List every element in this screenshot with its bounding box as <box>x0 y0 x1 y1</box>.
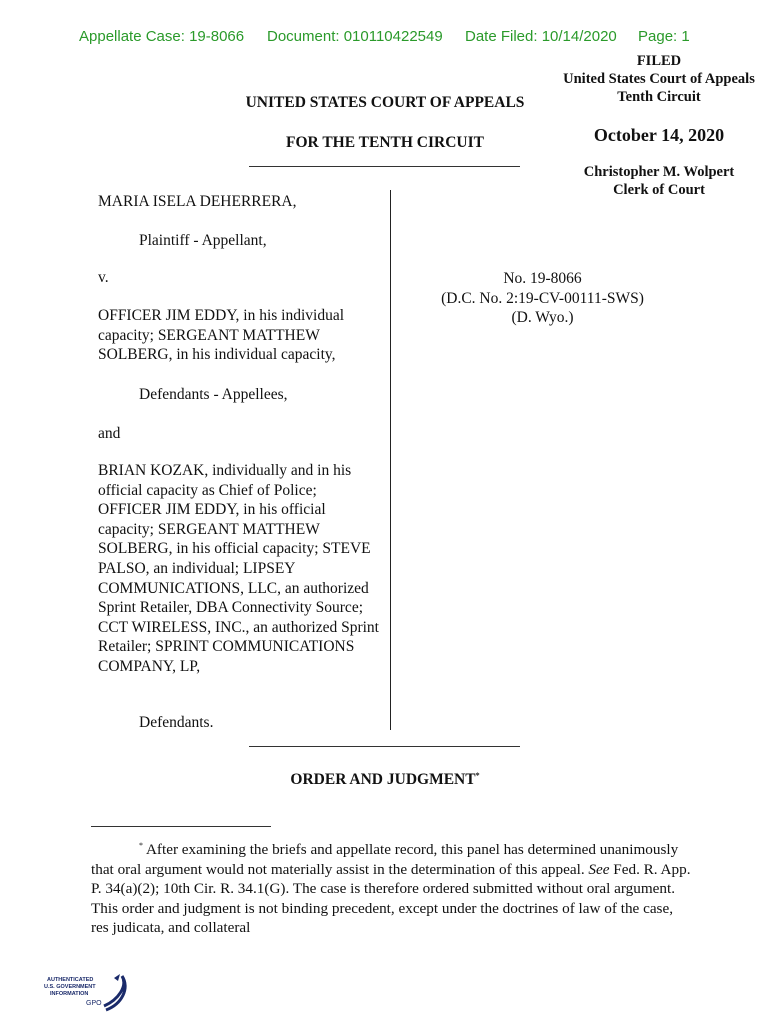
conjunction-and: and <box>98 425 121 442</box>
other-defendants-role: Defendants. <box>139 714 214 731</box>
court-title-line2: FOR THE TENTH CIRCUIT <box>286 134 484 151</box>
footnote-citation: Fed. R. App. P. 34(a)(2); 10th Cir. R. 34.1(G). The case is therefore ordered submitted without oral argument. This order and judgment is not binding precedent, except under the doctrines of law of the case, res judicata, and collateral <box>91 860 691 937</box>
defendants-appellees-role: Defendants - Appellees, <box>139 386 288 403</box>
order-title-text: ORDER AND JUDGMENT <box>290 771 476 789</box>
defendants-appellees: OFFICER JIM EDDY, in his individual capacity; SERGEANT MATTHEW SOLBERG, in his individual capacity, <box>98 307 345 364</box>
header-document-number: Document: 010110422549 <box>267 28 443 45</box>
clerk-name: Christopher M. Wolpert <box>583 164 735 180</box>
plaintiff-role: Plaintiff - Appellant, <box>139 232 267 249</box>
order-title <box>200 771 570 789</box>
filed-circuit: Tenth Circuit <box>617 89 701 105</box>
versus: v. <box>98 269 109 286</box>
district-case-number: (D.C. No. 2:19-CV-00111-SWS) <box>441 289 644 307</box>
caption-divider <box>390 190 391 730</box>
footnote-see: See <box>588 860 610 878</box>
other-defendants: BRIAN KOZAK, individually and in his official capacity as Chief of Police; OFFICER JIM EDDY, in his official capacity; SERGEANT MATTHEW SOLBERG, in his official capacity; STEVE PALSO, an individual; LIPSEY COMMUNICATIONS, LLC, an authorized Sprint Retailer, DBA Connectivity Source; CCT WIRELESS, INC., an authorized Sprint Retailer; SPRINT COMMUNICATIONS COMPANY, LP, <box>98 462 379 675</box>
header-page: Page: 1 <box>638 28 690 45</box>
case-numbers <box>420 269 665 328</box>
logo-line-1: AUTHENTICATED <box>47 977 94 983</box>
district-court: (D. Wyo.) <box>511 309 574 327</box>
footnote-rule <box>91 826 271 827</box>
gpo-authenticated-logo <box>44 970 134 1016</box>
caption-bottom-rule <box>249 746 520 747</box>
header-date-filed: Date Filed: 10/14/2020 <box>465 28 617 45</box>
appeal-number: No. 19-8066 <box>503 270 582 287</box>
footnote-marker: * <box>139 841 143 850</box>
filed-date: October 14, 2020 <box>593 125 725 145</box>
filed-label: FILED <box>636 53 682 69</box>
header-case-number: Appellate Case: 19-8066 <box>79 28 245 45</box>
logo-line-4: GPO <box>86 1000 102 1007</box>
footnote <box>91 836 691 938</box>
plaintiff-name: MARIA ISELA DEHERRERA, <box>98 193 297 210</box>
order-title-footnote-marker: * <box>475 771 480 780</box>
caption-top-rule <box>249 166 520 167</box>
court-title-line1: UNITED STATES COURT OF APPEALS <box>245 94 525 111</box>
footnote-text: After examining the briefs and appellate record, this panel has determined unanimously that oral argument would not materially assist in the determination of this appeal. <box>91 841 679 878</box>
clerk-title: Clerk of Court <box>613 182 705 198</box>
logo-line-2: U.S. GOVERNMENT <box>44 984 96 990</box>
logo-line-3: INFORMATION <box>50 991 89 997</box>
filed-court: United States Court of Appeals <box>563 71 755 87</box>
